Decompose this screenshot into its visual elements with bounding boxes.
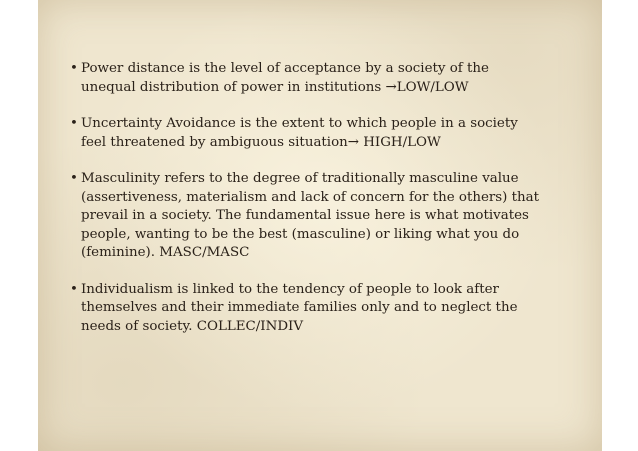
bullet-text: Individualism is linked to the tendency of people to look after themselves and their immediate families only and to neglect the needs of society. COLLEC/INDIV xyxy=(81,281,518,334)
bullet-text: Uncertainty Avoidance is the extent to which people in a society feel threatened by ambiguous situation→ HIGH/LOW xyxy=(81,116,518,150)
bullet-dot-icon: • xyxy=(70,171,78,186)
bullet-dot-icon: • xyxy=(70,116,78,131)
bullet-text: Power distance is the level of acceptance by a society of the unequal distribution of power in institutions →LOW/LOW xyxy=(81,61,489,95)
bullet-power-distance xyxy=(70,60,540,97)
bullet-dot-icon: • xyxy=(70,281,78,297)
bullet-text: Masculinity refers to the degree of traditionally masculine value (assertiveness, materialism and lack of concern for the others) that prevail in a society. The fundamental issue here is what motivates people, wanting to be the best (masculine) or liking what you do (feminine). MASC/MASC xyxy=(81,171,539,260)
bullet-individualism xyxy=(70,281,540,337)
bullet-list xyxy=(70,60,540,354)
bullet-dot-icon: • xyxy=(70,61,78,76)
bullet-uncertainty-avoidance xyxy=(70,115,540,152)
bullet-masculinity xyxy=(70,170,540,263)
